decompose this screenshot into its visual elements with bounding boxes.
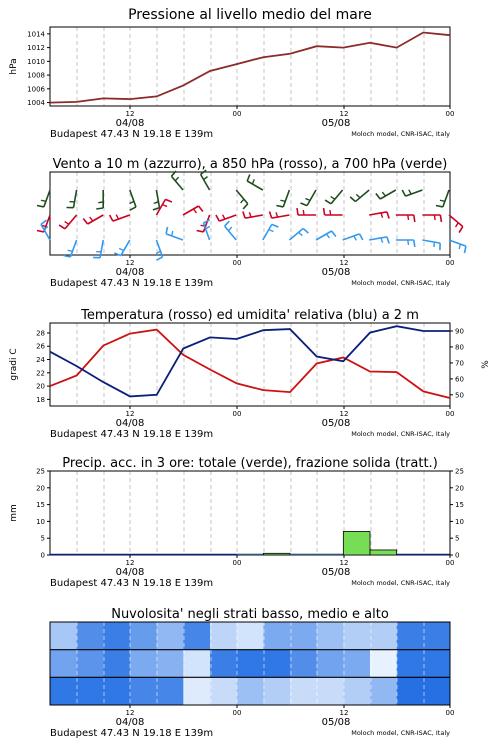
x-tick-label: 12 (339, 410, 349, 418)
cloud-cell (263, 677, 290, 705)
wind-barb-feather (354, 236, 356, 240)
wind-barb (369, 237, 387, 240)
x-tick-label: 00 (232, 259, 242, 267)
y-tick-label: 20 (36, 484, 45, 493)
cloud-cell (183, 677, 210, 705)
y2-tick-label: 25 (455, 467, 464, 476)
y-tick-label: 1008 (27, 71, 45, 80)
wind-barb (65, 215, 77, 229)
plot-frame (50, 471, 450, 555)
cloud-cell (397, 650, 424, 678)
wind-barb-feather (153, 208, 160, 210)
date-label: 04/08 (115, 267, 145, 278)
wind-barb (245, 215, 263, 218)
wind-barb-feather (166, 227, 167, 234)
cloud-cell (237, 650, 264, 678)
wind-barb-feather (408, 240, 409, 245)
wind-barb-feather (402, 190, 405, 196)
x-tick-label: 12 (125, 259, 135, 267)
wind-barb-feather (193, 209, 196, 213)
wind-barb-feather (204, 177, 208, 180)
wind-barb-feather (381, 238, 383, 243)
y-tick-label: 10 (36, 517, 45, 526)
wind-barb (247, 181, 263, 190)
y-tick-label: 1010 (27, 57, 45, 66)
wind-barb-feather (41, 220, 47, 224)
cloud-cell (103, 650, 130, 678)
wind-panel (37, 157, 466, 289)
x-tick-label: 12 (339, 709, 349, 717)
precipitation-panel (9, 456, 464, 589)
wind-barb-feather (459, 227, 463, 233)
wind-barb-feather (65, 222, 69, 225)
date-label: 05/08 (321, 567, 351, 578)
wind-barb-feather (456, 223, 459, 227)
wind-barb (449, 215, 463, 227)
x-tick-label: 00 (445, 259, 455, 267)
location-label: Budapest 47.43 N 19.18 E 139m (50, 728, 214, 739)
wind-barb-feather (464, 246, 465, 253)
wind-barb-feather (130, 207, 136, 210)
y-tick-label: 1012 (27, 44, 45, 53)
credit-label: Moloch model, CNR-ISAC, Italy (351, 729, 450, 737)
wind-barb (449, 240, 466, 246)
cloud-cell (77, 677, 104, 705)
wind-barb-feather (276, 212, 278, 217)
chart-title: Precip. acc. in 3 ore: totale (verde), frazione solida (tratt.) (62, 456, 438, 471)
x-tick-label: 00 (232, 709, 242, 717)
y-axis-label: mm (9, 504, 19, 522)
y2-tick-label: 60 (455, 375, 464, 384)
wind-barb (113, 215, 130, 221)
wind-barb-feather (276, 205, 283, 206)
date-label: 04/08 (115, 567, 145, 578)
location-label: Budapest 47.43 N 19.18 E 139m (50, 278, 214, 289)
location-label: Budapest 47.43 N 19.18 E 139m (50, 129, 214, 140)
precipitation-bar (370, 550, 397, 555)
wind-barb-feather (165, 199, 171, 202)
cloud-cell (50, 650, 77, 678)
date-label: 04/08 (115, 118, 145, 129)
wind-barb-feather (301, 203, 307, 206)
wind-barb-feather (228, 227, 231, 231)
credit-label: Moloch model, CNR-ISAC, Italy (351, 430, 450, 438)
wind-barb-feather (434, 215, 435, 220)
wind-barb-feather (83, 218, 87, 224)
y-tick-label: 1006 (27, 85, 45, 94)
x-tick-label: 00 (232, 559, 242, 567)
y2-tick-label: 15 (455, 501, 464, 510)
wind-barb-feather (243, 204, 248, 209)
date-label: 05/08 (321, 118, 351, 129)
wind-barb-feather (414, 240, 415, 247)
wind-barb-feather (350, 197, 355, 202)
location-label: Budapest 47.43 N 19.18 E 139m (50, 429, 214, 440)
chart-title: Nuvolosita' negli strati basso, medio e alto (111, 607, 389, 622)
y2-tick-label: 20 (455, 484, 464, 493)
wind-barb (130, 190, 136, 207)
x-tick-label: 00 (445, 410, 455, 418)
wind-barb-feather (440, 200, 445, 201)
x-tick-label: 00 (232, 110, 242, 118)
y2-tick-label: 90 (455, 327, 464, 336)
wind-barb-feather (247, 175, 250, 181)
cloud-cell (183, 650, 210, 678)
y2-tick-label: 10 (455, 517, 464, 526)
wind-barb-feather (269, 230, 274, 232)
cloud-cell (157, 677, 184, 705)
chart-title: Vento a 10 m (azzurro), a 850 hPa (rosso), a 700 hPa (verde) (52, 157, 448, 172)
y-tick-label: 15 (36, 501, 45, 510)
date-label: 04/08 (115, 717, 145, 728)
wind-barb-feather (330, 210, 331, 215)
cloud-cell (290, 622, 317, 650)
temperature-panel (9, 308, 491, 440)
wind-barb (73, 190, 76, 208)
wind-barb-feather (280, 200, 285, 201)
y-tick-label: 24 (36, 356, 45, 365)
chart-title: Pressione al livello medio del mare (128, 7, 372, 23)
wind-barb-feather (409, 190, 411, 194)
cloud-cell (157, 622, 184, 650)
cloud-cell (183, 622, 210, 650)
wind-barb-feather (119, 249, 124, 251)
cloud-cell (50, 677, 77, 705)
wind-barb-feather (90, 217, 93, 221)
y-tick-label: 0 (40, 551, 45, 560)
y-tick-label: 26 (36, 342, 45, 351)
wind-barb (88, 215, 104, 224)
y-axis-label: hPa (9, 58, 19, 75)
wind-barb-feather (252, 179, 254, 184)
cloud-cell (370, 677, 397, 705)
y-tick-label: 28 (36, 329, 45, 338)
wind-barb (156, 240, 162, 257)
wind-barb-feather (326, 234, 329, 238)
y2-axis-label: % (481, 360, 491, 369)
cloud-cell (317, 677, 344, 705)
plot-frame (50, 27, 450, 106)
cloud-cell (423, 622, 450, 650)
y2-tick-label: 50 (455, 391, 464, 400)
cloud-cell (210, 677, 237, 705)
wind-barb (201, 174, 210, 190)
wind-barb (422, 240, 440, 243)
credit-label: Moloch model, CNR-ISAC, Italy (351, 279, 450, 287)
x-tick-label: 00 (445, 559, 455, 567)
credit-label: Moloch model, CNR-ISAC, Italy (351, 130, 450, 138)
wind-barb-feather (324, 208, 325, 215)
y-tick-label: 5 (40, 534, 45, 543)
wind-barb-feather (225, 221, 230, 226)
wind-barb-feather (305, 199, 310, 201)
cloud-cell (77, 650, 104, 678)
cloud-cell (290, 650, 317, 678)
wind-barb (283, 190, 289, 207)
wind-barb-feather (387, 237, 389, 244)
cloud-cell (317, 650, 344, 678)
cloud-cell (237, 677, 264, 705)
wind-barb-feather (297, 208, 298, 215)
wind-barb-feather (172, 231, 173, 236)
wind-barb-feather (269, 211, 271, 218)
y-tick-label: 18 (36, 395, 45, 404)
wind-barb-feather (381, 213, 383, 218)
cloud-cell (263, 650, 290, 678)
cloud-panel (50, 607, 454, 739)
y2-tick-label: 0 (455, 551, 460, 560)
wind-barb (331, 190, 343, 204)
precipitation-bar (263, 553, 290, 555)
wind-barb-feather (440, 215, 441, 222)
wind-barb-feather (408, 215, 409, 220)
chart-title: Temperatura (rosso) ed umidita' relativa (blu) a 2 m (81, 308, 419, 323)
wind-barb-feather (41, 200, 46, 201)
wind-barb-feather (387, 212, 389, 219)
wind-barb-feather (414, 215, 415, 222)
wind-barb-feather (175, 177, 178, 181)
wind-barb-feather (116, 215, 118, 219)
x-tick-label: 12 (339, 559, 349, 567)
y2-tick-label: 5 (455, 534, 460, 543)
wind-barb (156, 190, 159, 208)
y-tick-label: 1004 (27, 99, 45, 108)
cloud-cell (237, 622, 264, 650)
cloud-cell (343, 622, 370, 650)
cloud-cell (423, 650, 450, 678)
wind-barb-feather (249, 212, 251, 217)
wind-barb-feather (64, 255, 71, 256)
x-tick-label: 12 (125, 559, 135, 567)
cloud-cell (343, 650, 370, 678)
y-tick-label: 25 (36, 467, 45, 476)
cloud-cell (130, 650, 157, 678)
wind-barb-feather (332, 231, 336, 237)
wind-barb-feather (96, 208, 103, 209)
y2-tick-label: 70 (455, 359, 464, 368)
cloud-cell (130, 622, 157, 650)
cloud-cell (370, 650, 397, 678)
cloud-cell (130, 677, 157, 705)
cloud-cell (210, 622, 237, 650)
cloud-cell (317, 622, 344, 650)
wind-barb-feather (37, 205, 44, 206)
wind-barb-feather (216, 215, 219, 221)
date-label: 05/08 (321, 418, 351, 429)
cloud-cell (397, 677, 424, 705)
x-tick-label: 00 (445, 709, 455, 717)
precipitation-bar (343, 531, 370, 555)
wind-barb-feather (197, 230, 204, 231)
wind-barb-feather (459, 244, 460, 249)
wind-barb (380, 190, 396, 199)
wind-barb (263, 224, 272, 240)
cloud-cell (290, 677, 317, 705)
wind-barb-feather (272, 224, 278, 227)
wind-barb-feather (303, 228, 308, 233)
cloud-cell (423, 677, 450, 705)
wind-barb-feather (376, 193, 380, 199)
x-tick-label: 12 (125, 709, 135, 717)
x-tick-label: 12 (339, 110, 349, 118)
date-label: 05/08 (321, 717, 351, 728)
y-tick-label: 20 (36, 382, 45, 391)
cloud-cell (103, 622, 130, 650)
date-label: 05/08 (321, 267, 351, 278)
cloud-cell (263, 622, 290, 650)
temperature-line (50, 330, 450, 398)
cloud-cell (343, 677, 370, 705)
wind-barb (183, 206, 199, 215)
wind-barb-feather (156, 257, 162, 260)
wind-barb-feather (199, 206, 203, 212)
wind-barb-feather (37, 230, 44, 231)
x-tick-label: 12 (125, 410, 135, 418)
pressure-line (50, 33, 450, 103)
wind-barb-feather (436, 205, 443, 206)
wind-barb (343, 234, 360, 240)
location-label: Budapest 47.43 N 19.18 E 139m (50, 578, 214, 589)
wind-barb-feather (243, 211, 245, 218)
wind-barb (369, 212, 387, 215)
wind-barb (166, 234, 183, 240)
wind-barb-feather (382, 192, 385, 196)
y-tick-label: 1014 (27, 30, 45, 39)
wind-barb (443, 190, 449, 207)
wind-barb (405, 190, 422, 196)
cloud-cell (103, 677, 130, 705)
wind-barb-feather (59, 225, 65, 229)
x-tick-label: 00 (445, 110, 455, 118)
y-axis-label: gradi C (9, 348, 19, 381)
wind-barb-feather (98, 202, 103, 203)
wind-barb-feather (299, 232, 303, 235)
cloud-cell (157, 650, 184, 678)
wind-barb (121, 240, 130, 256)
wind-barb-feather (360, 234, 363, 240)
x-tick-label: 12 (339, 259, 349, 267)
wind-barb (307, 190, 316, 206)
wind-barb-feather (303, 210, 304, 215)
wind-barb (316, 231, 332, 240)
cloud-cell (397, 622, 424, 650)
wind-barb (272, 215, 290, 218)
wind-barb (70, 240, 76, 257)
y2-tick-label: 80 (455, 343, 464, 352)
y-tick-label: 22 (36, 369, 45, 378)
x-tick-label: 12 (125, 110, 135, 118)
pressure-panel (9, 7, 454, 140)
wind-barb-feather (110, 215, 113, 221)
cloud-cell (50, 622, 77, 650)
wind-barb-feather (331, 197, 335, 200)
wind-barb-feather (325, 200, 331, 204)
wind-barb-feather (223, 215, 225, 219)
date-label: 04/08 (115, 418, 145, 429)
wind-barb (44, 190, 50, 207)
cloud-cell (370, 622, 397, 650)
cloud-cell (210, 650, 237, 678)
wind-barb-feather (162, 205, 167, 207)
wind-barb-feather (68, 250, 73, 251)
x-tick-label: 00 (232, 410, 242, 418)
wind-barb (219, 215, 236, 221)
wind-barb-feather (241, 199, 244, 203)
wind-barb-feather (356, 194, 360, 197)
wind-barb-feather (154, 202, 159, 204)
cloud-cell (77, 622, 104, 650)
credit-label: Moloch model, CNR-ISAC, Italy (351, 579, 450, 587)
